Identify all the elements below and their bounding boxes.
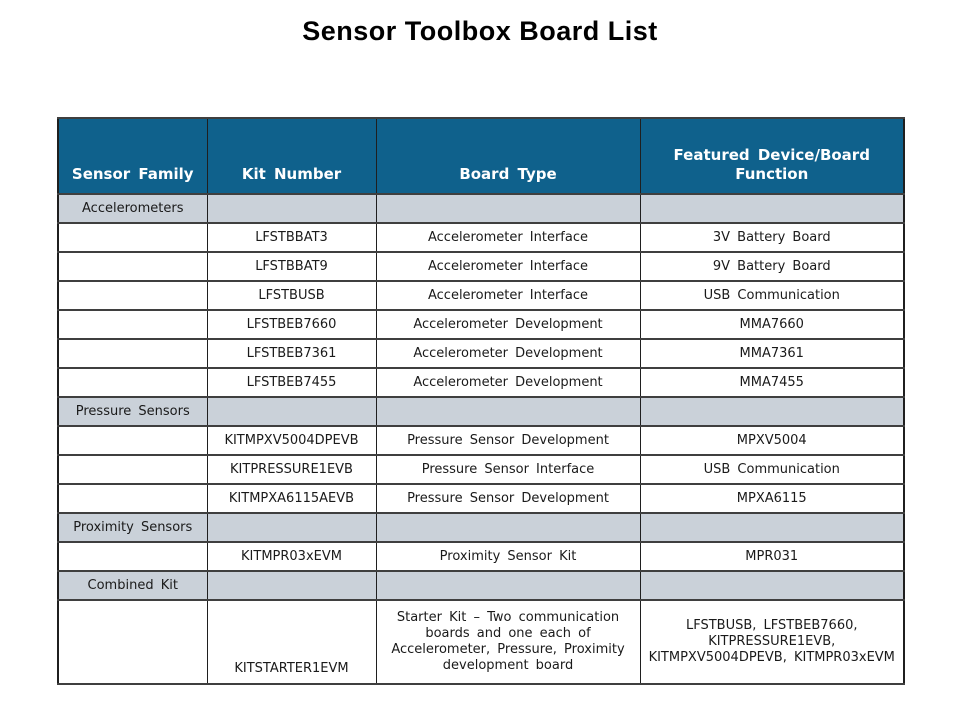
cell-featured: MMA7361 (640, 339, 904, 368)
cell-kit: KITMPXV5004DPEVB (207, 426, 376, 455)
cell-board (376, 513, 640, 542)
header-row (58, 118, 904, 194)
cell-featured (640, 513, 904, 542)
table-row (58, 281, 904, 310)
cell-family (58, 339, 207, 368)
cell-featured: USB Communication (640, 455, 904, 484)
cell-family (58, 542, 207, 571)
table-row (58, 223, 904, 252)
cell-board: Pressure Sensor Development (376, 426, 640, 455)
cell-featured (640, 571, 904, 600)
cell-board: Pressure Sensor Development (376, 484, 640, 513)
cell-kit: KITMPXA6115AEVB (207, 484, 376, 513)
cell-kit (207, 513, 376, 542)
cell-kit: LFSTBEB7361 (207, 339, 376, 368)
cell-board: Accelerometer Development (376, 339, 640, 368)
cell-kit: KITMPR03xEVM (207, 542, 376, 571)
cell-featured: MPXV5004 (640, 426, 904, 455)
cell-featured: MPXA6115 (640, 484, 904, 513)
cell-kit: KITPRESSURE1EVB (207, 455, 376, 484)
cell-family: Pressure Sensors (58, 397, 207, 426)
cell-family (58, 223, 207, 252)
cell-family (58, 484, 207, 513)
table-row (58, 426, 904, 455)
column-header-sensor-family: Sensor Family (58, 118, 207, 194)
cell-kit (207, 571, 376, 600)
column-header-board-type: Board Type (376, 118, 640, 194)
cell-kit (207, 397, 376, 426)
cell-board: Accelerometer Interface (376, 252, 640, 281)
cell-board (376, 397, 640, 426)
table-row (58, 455, 904, 484)
cell-featured: 9V Battery Board (640, 252, 904, 281)
cell-kit: LFSTBBAT3 (207, 223, 376, 252)
cell-featured: MPR031 (640, 542, 904, 571)
category-row (58, 513, 904, 542)
cell-family (58, 368, 207, 397)
cell-family: Combined Kit (58, 571, 207, 600)
cell-board: Pressure Sensor Interface (376, 455, 640, 484)
cell-family (58, 426, 207, 455)
cell-board (376, 194, 640, 223)
cell-featured: LFSTBUSB, LFSTBEB7660, KITPRESSURE1EVB, KITMPXV5004DPEVB, KITMPR03xEVM (640, 600, 904, 684)
board-table-body (58, 194, 904, 684)
cell-board: Accelerometer Development (376, 310, 640, 339)
cell-family (58, 310, 207, 339)
category-row (58, 194, 904, 223)
cell-board: Accelerometer Interface (376, 223, 640, 252)
cell-kit: LFSTBEB7455 (207, 368, 376, 397)
cell-board: Starter Kit – Two communication boards and one each of Accelerometer, Pressure, Proximity development board (376, 600, 640, 684)
cell-featured (640, 397, 904, 426)
table-row (58, 368, 904, 397)
table-row (58, 339, 904, 368)
category-row (58, 397, 904, 426)
cell-board: Accelerometer Development (376, 368, 640, 397)
cell-featured: 3V Battery Board (640, 223, 904, 252)
cell-family: Accelerometers (58, 194, 207, 223)
cell-family (58, 600, 207, 684)
cell-family: Proximity Sensors (58, 513, 207, 542)
cell-featured: MMA7455 (640, 368, 904, 397)
column-header-featured-device: Featured Device/Board Function (640, 118, 904, 194)
table-row (58, 600, 904, 684)
cell-kit: KITSTARTER1EVM (207, 600, 376, 684)
cell-kit: LFSTBUSB (207, 281, 376, 310)
column-header-kit-number: Kit Number (207, 118, 376, 194)
cell-board: Proximity Sensor Kit (376, 542, 640, 571)
cell-board: Accelerometer Interface (376, 281, 640, 310)
cell-kit (207, 194, 376, 223)
cell-featured (640, 194, 904, 223)
table-row (58, 252, 904, 281)
category-row (58, 571, 904, 600)
cell-family (58, 252, 207, 281)
table-row (58, 542, 904, 571)
cell-kit: LFSTBBAT9 (207, 252, 376, 281)
cell-board (376, 571, 640, 600)
page-title: Sensor Toolbox Board List (302, 16, 658, 46)
table-row (58, 484, 904, 513)
table-row (58, 310, 904, 339)
cell-family (58, 281, 207, 310)
cell-family (58, 455, 207, 484)
cell-kit: LFSTBEB7660 (207, 310, 376, 339)
board-list-table (57, 117, 903, 685)
cell-featured: USB Communication (640, 281, 904, 310)
cell-featured: MMA7660 (640, 310, 904, 339)
